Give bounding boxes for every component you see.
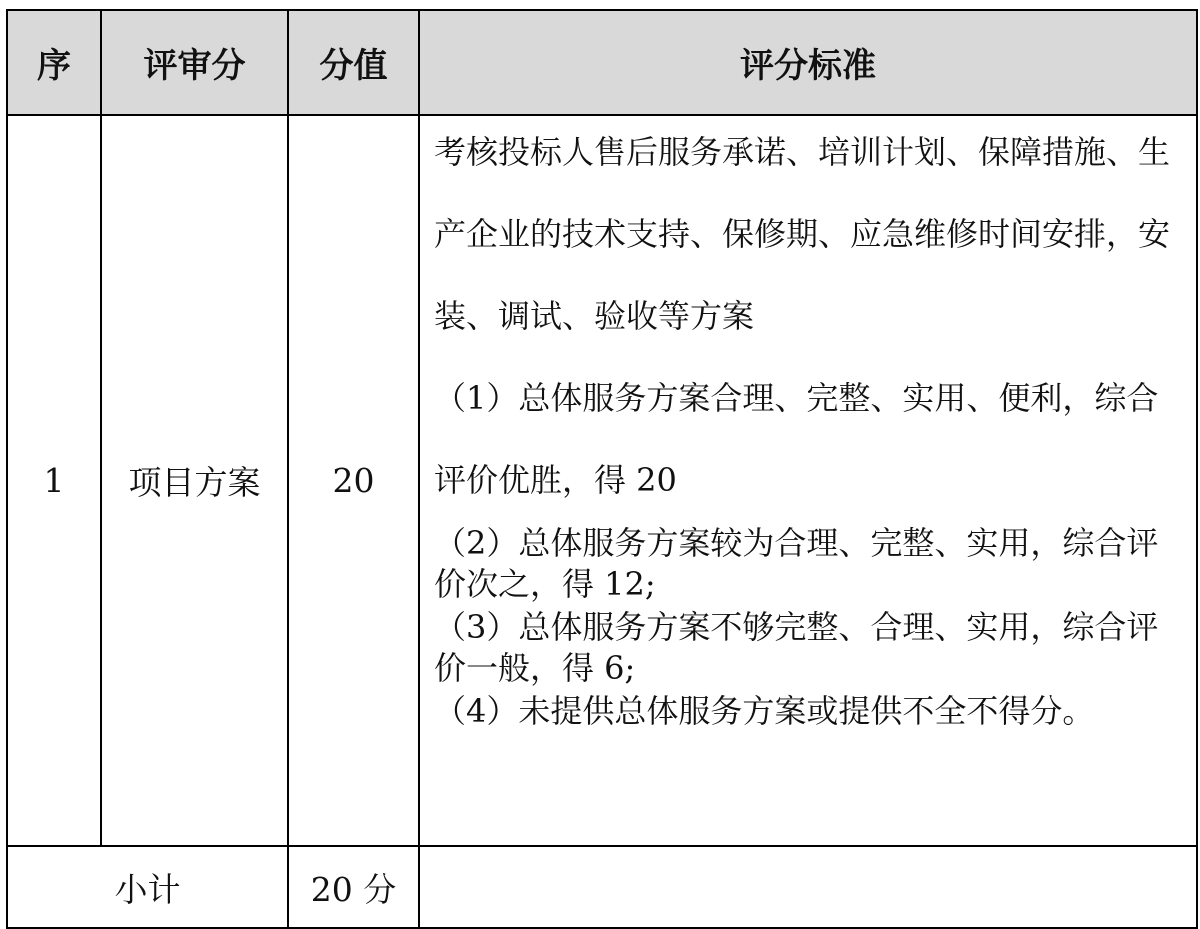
row-item: 项目方案	[101, 115, 288, 846]
subtotal-label: 小计	[7, 846, 288, 928]
criteria-item-1: （1）总体服务方案合理、完整、实用、便利，综合评价优胜，得 20	[434, 379, 1159, 499]
scoring-table	[6, 9, 1198, 929]
header-score: 分值	[288, 10, 419, 115]
row-seq: 1	[7, 115, 101, 846]
subtotal-criteria	[419, 846, 1197, 928]
header-item: 评审分	[101, 10, 288, 115]
criteria-item-4: （4）未提供总体服务方案或提供不全不得分。	[434, 692, 1095, 730]
subtotal-row	[7, 846, 1197, 928]
row-criteria	[419, 115, 1197, 846]
header-row	[7, 10, 1197, 115]
header-seq: 序	[7, 10, 101, 115]
criteria-item-2: （2）总体服务方案较为合理、完整、实用，综合评价次之，得 12;	[434, 524, 1159, 603]
criteria-intro: 考核投标人售后服务承诺、培训计划、保障措施、生产企业的技术支持、保修期、应急维修时间安排，安装、调试、验收等方案	[434, 133, 1171, 335]
subtotal-score: 20 分	[288, 846, 419, 928]
criteria-item-3: （3）总体服务方案不够完整、合理、实用，综合评价一般，得 6;	[434, 608, 1159, 687]
table-row	[7, 115, 1197, 846]
row-score: 20	[288, 115, 419, 846]
header-criteria: 评分标准	[419, 10, 1197, 115]
